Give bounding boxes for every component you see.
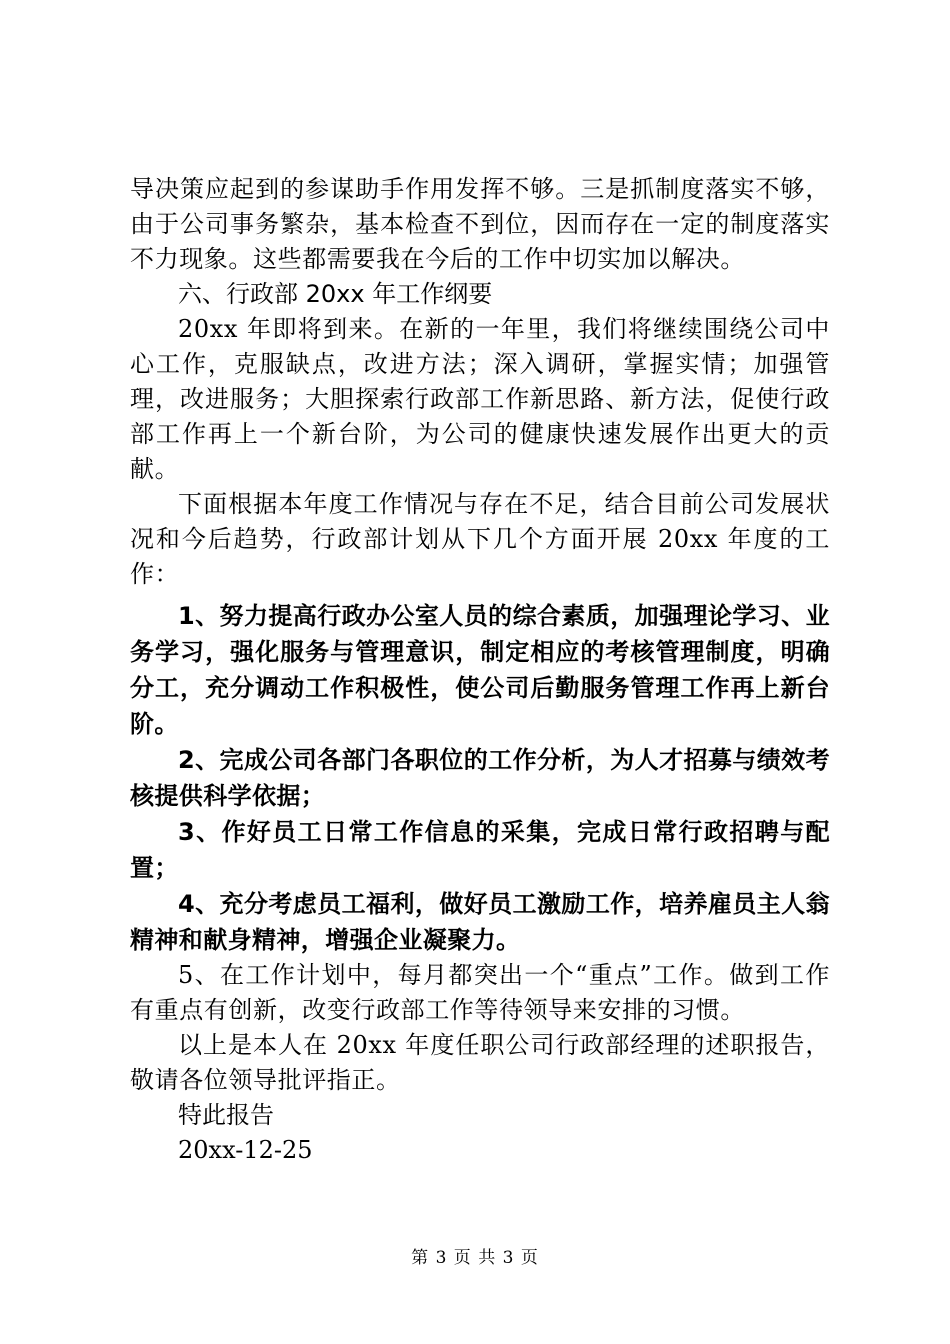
page-footer: 第 3 页 共 3 页 xyxy=(411,1248,539,1268)
plan-item-2: 2、完成公司各部门各职位的工作分析，为人才招募与绩效考核提供科学依据； xyxy=(130,746,830,810)
plan-item-1: 1、努力提高行政办公室人员的综合素质，加强理论学习、业务学习，强化服务与管理意识，制定相应的考核管理制度，明确分工，充分调动工作积极性，使公司后勤服务管理工作再上新台阶。 xyxy=(130,602,830,738)
paragraph-outline-intro: 20xx 年即将到来。在新的一年里，我们将继续围绕公司中心工作，克服缺点，改进方法；深入调研，掌握实情；加强管理，改进服务；大胆探索行政部工作新思路、新方法，促使行政部工作再上一个新台阶，为公司的健康快速发展作出更大的贡献。 xyxy=(130,315,830,483)
plan-item-3: 3、作好员工日常工作信息的采集，完成日常行政招聘与配置； xyxy=(130,818,830,882)
section-heading: 六、行政部 20xx 年工作纲要 xyxy=(178,280,493,308)
paragraph-intro-tail: 导决策应起到的参谋助手作用发挥不够。三是抓制度落实不够，由于公司事务繁杂，基本检查不到位，因而存在一定的制度落实不力现象。这些都需要我在今后的工作中切实加以解决。 xyxy=(130,175,830,273)
paragraph-plan-intro: 下面根据本年度工作情况与存在不足，结合目前公司发展状况和今后趋势，行政部计划从下几个方面开展 20xx 年度的工作： xyxy=(130,490,830,588)
signoff: 特此报告 xyxy=(178,1101,274,1129)
document-body xyxy=(130,172,830,1168)
plan-item-5: 5、在工作计划中，每月都突出一个“重点”工作。做到工作有重点有创新，改变行政部工作等待领导来安排的习惯。 xyxy=(130,961,830,1024)
report-date: 20xx-12-25 xyxy=(178,1136,313,1164)
plan-item-4: 4、充分考虑员工福利，做好员工激励工作，培养雇员主人翁精神和献身精神，增强企业凝聚力。 xyxy=(130,890,830,954)
paragraph-closing: 以上是本人在 20xx 年度任职公司行政部经理的述职报告，敬请各位领导批评指正。 xyxy=(130,1031,830,1094)
